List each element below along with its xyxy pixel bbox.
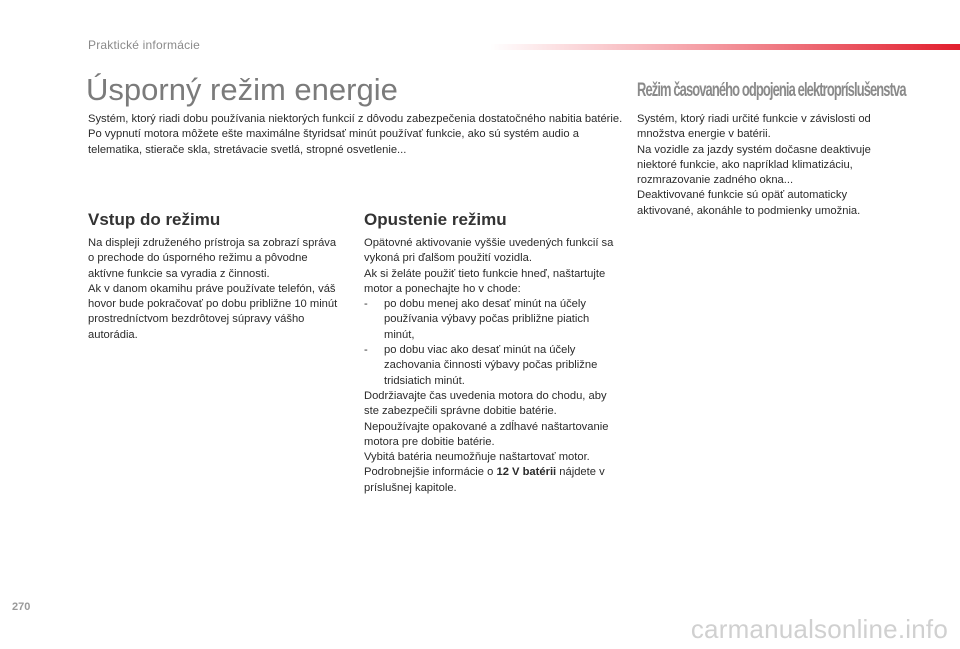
entry-section-body xyxy=(88,236,343,343)
battery-reference: 12 V batérii xyxy=(496,466,557,479)
page-number: 270 xyxy=(12,601,31,613)
entry-section-title: Vstup do režimu xyxy=(88,210,221,229)
entry-paragraph: Ak v danom okamihu práve používate telefón, váš hovor bude pokračovať po dobu približne 10 minút prostredníctvom bezdrôtovej súpravy vášho autorádia. xyxy=(88,282,338,341)
timer-section-body xyxy=(637,112,897,219)
exit-paragraph: Ak si želáte použiť tieto funkcie hneď, naštartujte motor a ponechajte ho v chode: xyxy=(364,267,606,295)
list-item-text: po dobu viac ako desať minút na účely zachovania činnosti výbavy počas približne tridsiatich minút. xyxy=(384,344,598,387)
list-item-text: po dobu menej ako desať minút na účely používania výbavy počas približne piatich minút, xyxy=(384,298,590,341)
intro-paragraph: Po vypnutí motora môžete ešte maximálne štyridsať minút používať funkcie, ako sú systém audio a telematika, stierače skla, stretávacie svetlá, stropné osvetlenie... xyxy=(88,128,579,156)
exit-section-title: Opustenie režimu xyxy=(364,210,507,229)
exit-paragraph: Vybitá batéria neumožňuje naštartovať motor. xyxy=(364,451,590,464)
reference-suffix: nájdete v príslušnej kapitole. xyxy=(364,466,605,494)
watermark: carmanualsonline.info xyxy=(690,614,948,644)
exit-paragraph: Dodržiavajte čas uvedenia motora do chodu, aby ste zabezpečili správne dobitie batérie. xyxy=(364,389,607,418)
section-label: Praktické informácie xyxy=(88,38,201,52)
timer-section-title: Režim časovaného odpojenia elektropríslušenstva xyxy=(637,80,906,101)
list-item xyxy=(364,343,619,389)
reference-prefix: Podrobnejšie informácie o xyxy=(364,466,497,479)
exit-paragraph: Nepoužívajte opakované a zdĺhavé naštartovanie motora pre dobitie batérie. xyxy=(364,420,609,448)
exit-paragraph: Opätovné aktivovanie vyššie uvedených funkcií sa vykoná pri ďalšom použití vozidla. xyxy=(364,237,614,265)
page-title: Úsporný režim energie xyxy=(86,72,398,107)
exit-section-body xyxy=(364,236,619,496)
timer-paragraph: Systém, ktorý riadi určité funkcie v závislosti od množstva energie v batérii. xyxy=(637,113,871,141)
intro-text xyxy=(88,112,633,158)
entry-paragraph: Na displeji združeného prístroja sa zobrazí správa o prechode do úsporného režimu a pôvodne aktívne funkcie sa vyradia z činnosti. xyxy=(88,237,337,280)
list-dash: - xyxy=(364,298,368,311)
header-accent-bar xyxy=(490,44,960,50)
intro-paragraph: Systém, ktorý riadi dobu používania niektorých funkcií z dôvodu zabezpečenia dostatočného nabitia batérie. xyxy=(88,113,623,125)
timer-paragraph: Na vozidle za jazdy systém dočasne deaktivuje niektoré funkcie, ako napríklad klimatizáciu, rozmrazovanie zadného okna... xyxy=(637,143,871,187)
list-dash: - xyxy=(364,344,368,357)
exit-conditions-list xyxy=(364,297,619,389)
exit-paragraph xyxy=(364,465,619,496)
list-item xyxy=(364,297,619,343)
timer-paragraph: Deaktivované funkcie sú opäť automaticky aktivované, akonáhle to podmienky umožnia. xyxy=(637,189,861,217)
